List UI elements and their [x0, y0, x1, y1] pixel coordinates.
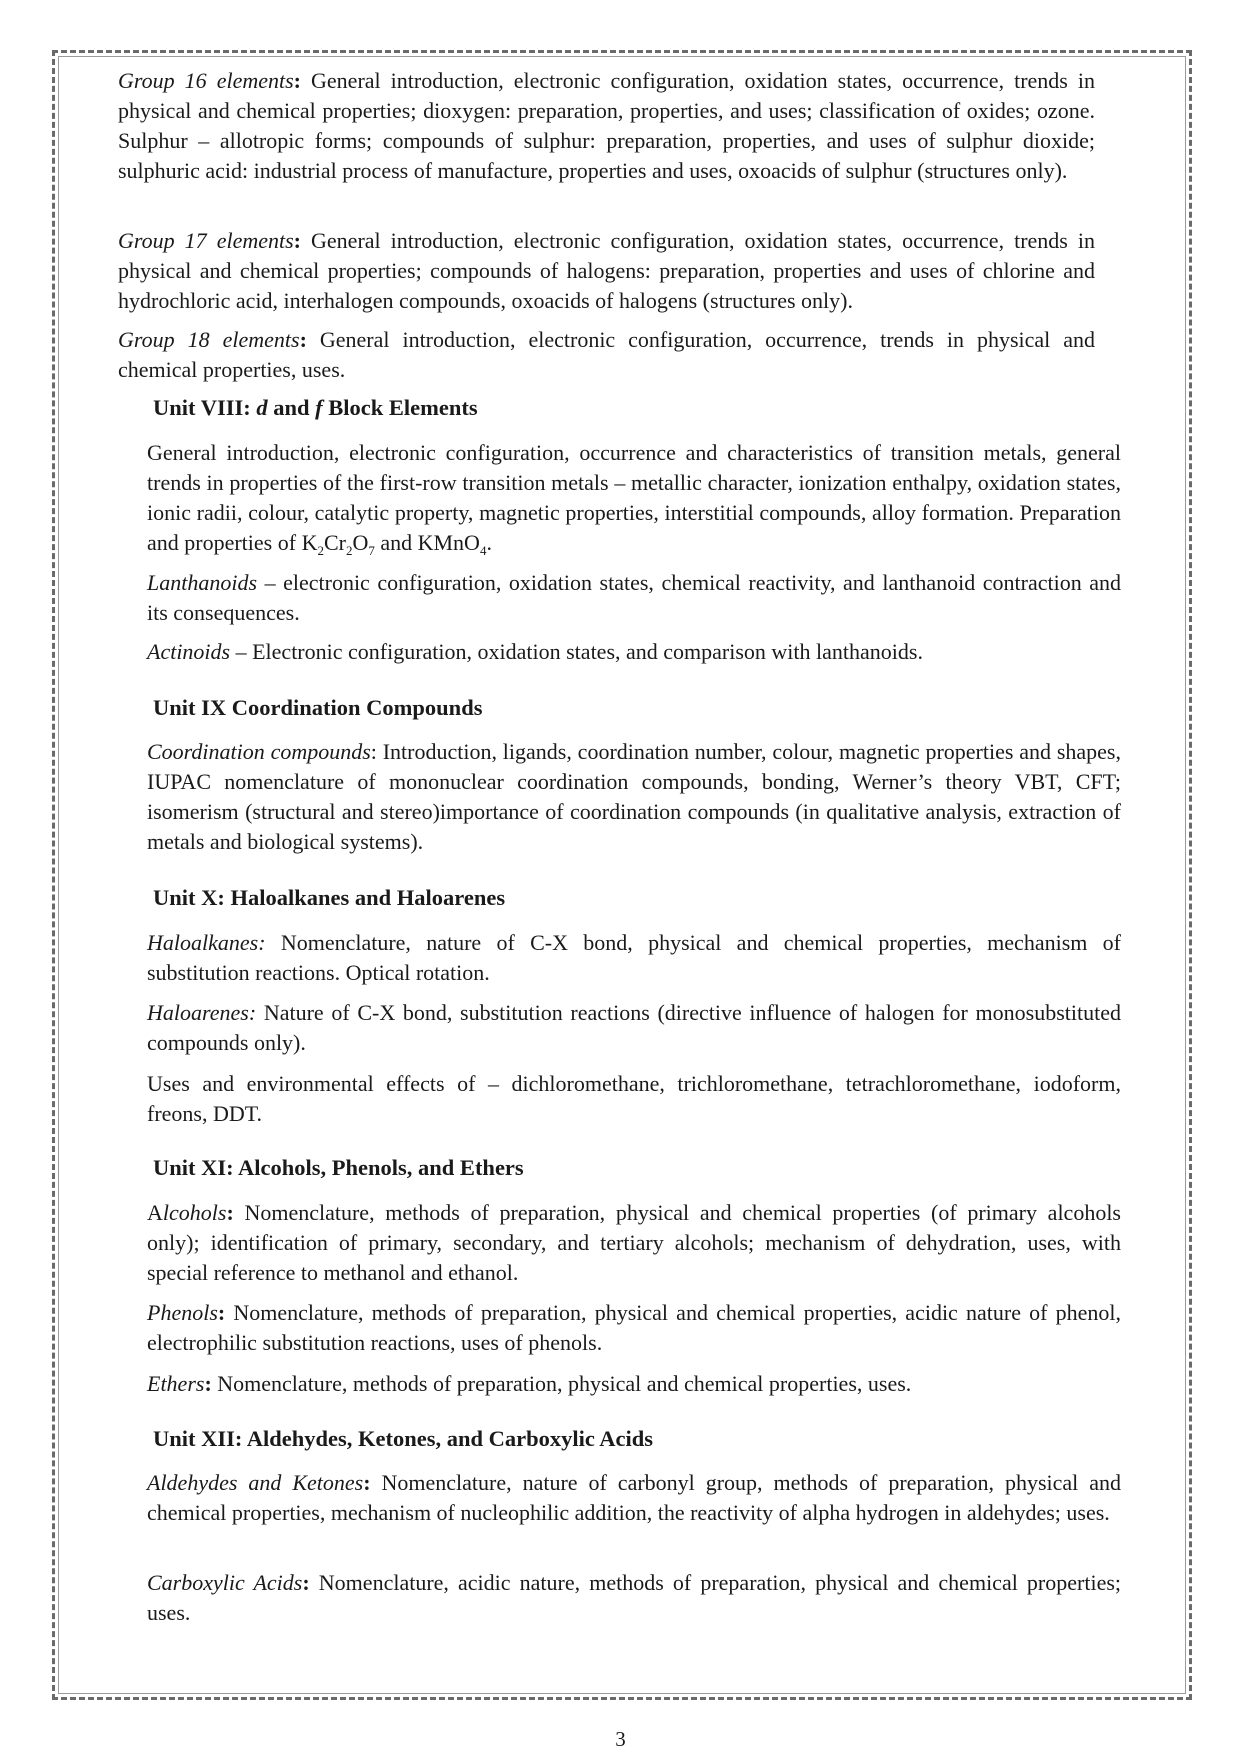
aldehydes-title: Aldehydes and Ketones — [147, 1470, 364, 1495]
unit9-heading: Unit IX Coordination Compounds — [153, 695, 483, 720]
page-number: 3 — [615, 1727, 626, 1751]
phenols-title: Phenols — [147, 1300, 218, 1325]
group18-text: General introduction, electronic configuration, occurrence, trends in physical and chemical properties, uses. — [118, 327, 1095, 382]
group17-text: General introduction, electronic configuration, oxidation states, occurrence, trends in physical and chemical properties; compounds of halogens: preparation, properties and uses of chlorine and hydrochloric acid, interhalogen compounds, oxoacids of halogens (structures only). — [118, 228, 1095, 313]
carboxylic-title: Carboxylic Acids — [147, 1570, 303, 1595]
actinoids-title: Actinoids — [147, 639, 231, 664]
uses-paragraph: Uses and environmental effects of – dichloromethane, trichloromethane, tetrachloromethane, iodoform, freons, DDT. — [147, 1071, 1121, 1126]
aldehydes-paragraph: Aldehydes and Ketones: Nomenclature, nature of carbonyl group, methods of preparation, physical and chemical properties, mechanism of nucleophilic addition, the reactivity of alpha hydrogen in aldehydes; uses. — [147, 1470, 1121, 1525]
haloalkanes-paragraph: Haloalkanes: Nomenclature, nature of C-X bond, physical and chemical properties, mechanism of substitution reactions. Optical rotation. — [147, 930, 1121, 985]
group16-paragraph: Group 16 elements: General introduction, electronic configuration, oxidation states, occurrence, trends in physical and chemical properties; dioxygen: preparation, properties, and uses; classification of oxides; ozone. Sulphur – allotropic forms; compounds of sulphur: preparation, properties, and uses of sulphur dioxide; sulphuric acid: industrial process of manufacture, properties and uses, oxoacids of sulphur (structures only). — [118, 68, 1095, 183]
unit9-paragraph: Coordination compounds: Introduction, ligands, coordination number, colour, magnetic properties and shapes, IUPAC nomenclature of mononuclear coordination compounds, bonding, Werner’s theory VBT, CFT; isomerism (structural and stereo)importance of coordination compounds (in qualitative analysis, extraction of metals and biological systems). — [147, 739, 1121, 854]
group16-title: Group 16 elements — [118, 68, 294, 93]
group17-title: Group 17 elements — [118, 228, 294, 253]
unit10-heading: Unit X: Haloalkanes and Haloarenes — [153, 885, 506, 910]
haloarenes-paragraph: Haloarenes: Nature of C-X bond, substitution reactions (directive influence of halogen for monosubstituted compounds only). — [147, 1000, 1121, 1055]
unit11-heading: Unit XI: Alcohols, Phenols, and Ethers — [153, 1155, 524, 1180]
unit8-heading: Unit VIII: d and f Block Elements — [153, 395, 478, 420]
haloarenes-title: Haloarenes: — [147, 1000, 257, 1025]
alcohols-title: lcohols — [162, 1200, 227, 1225]
group18-title: Group 18 elements — [118, 327, 300, 352]
alcohols-paragraph: Alcohols: Nomenclature, methods of preparation, physical and chemical properties (of primary alcohols only); identification of primary, secondary, and tertiary alcohols; mechanism of dehydration, uses, with special reference to methanol and ethanol. — [147, 1200, 1121, 1285]
phenols-paragraph: Phenols: Nomenclature, methods of preparation, physical and chemical properties, acidic nature of phenol, electrophilic substitution reactions, uses of phenols. — [147, 1300, 1121, 1355]
actinoids-paragraph: Actinoids – Electronic configuration, oxidation states, and comparison with lanthanoids. — [147, 639, 923, 664]
group17-paragraph: Group 17 elements: General introduction, electronic configuration, oxidation states, occurrence, trends in physical and chemical properties; compounds of halogens: preparation, properties and uses of chlorine and hydrochloric acid, interhalogen compounds, oxoacids of halogens (structures only). — [118, 228, 1095, 313]
lanthanoids-title: Lanthanoids — [147, 570, 258, 595]
coordination-title: Coordination compounds — [147, 739, 371, 764]
ethers-title: Ethers — [147, 1371, 205, 1396]
unit12-heading: Unit XII: Aldehydes, Ketones, and Carboxylic Acids — [153, 1426, 654, 1451]
haloalkanes-title: Haloalkanes: — [147, 930, 266, 955]
group18-paragraph: Group 18 elements: General introduction, electronic configuration, occurrence, trends in physical and chemical properties, uses. — [118, 327, 1095, 382]
lanthanoids-paragraph: Lanthanoids – electronic configuration, oxidation states, chemical reactivity, and lanthanoid contraction and its consequences. — [147, 570, 1121, 625]
ethers-paragraph: Ethers: Nomenclature, methods of preparation, physical and chemical properties, uses. — [147, 1371, 912, 1396]
group16-text: General introduction, electronic configuration, oxidation states, occurrence, trends in physical and chemical properties; dioxygen: preparation, properties, and uses; classification of oxides; ozone. Sulphur – allotropic forms; compounds of sulphur: preparation, properties, and uses of sulphur dioxide; sulphuric acid: industrial process of manufacture, properties and uses, oxoacids of sulphur (structures only). — [118, 68, 1095, 183]
unit8-general-paragraph: General introduction, electronic configuration, occurrence and characteristics of transition metals, general trends in properties of the first-row transition metals – metallic character, ionization enthalpy, oxidation states, ionic radii, colour, catalytic property, magnetic properties, interstitial compounds, alloy formation. Preparation and properties of $K_2Cr_2O_7$ and KMnO$_4$. — [147, 440, 1121, 558]
carboxylic-paragraph: Carboxylic Acids: Nomenclature, acidic nature, methods of preparation, physical and chemical properties; uses. — [147, 1570, 1122, 1625]
